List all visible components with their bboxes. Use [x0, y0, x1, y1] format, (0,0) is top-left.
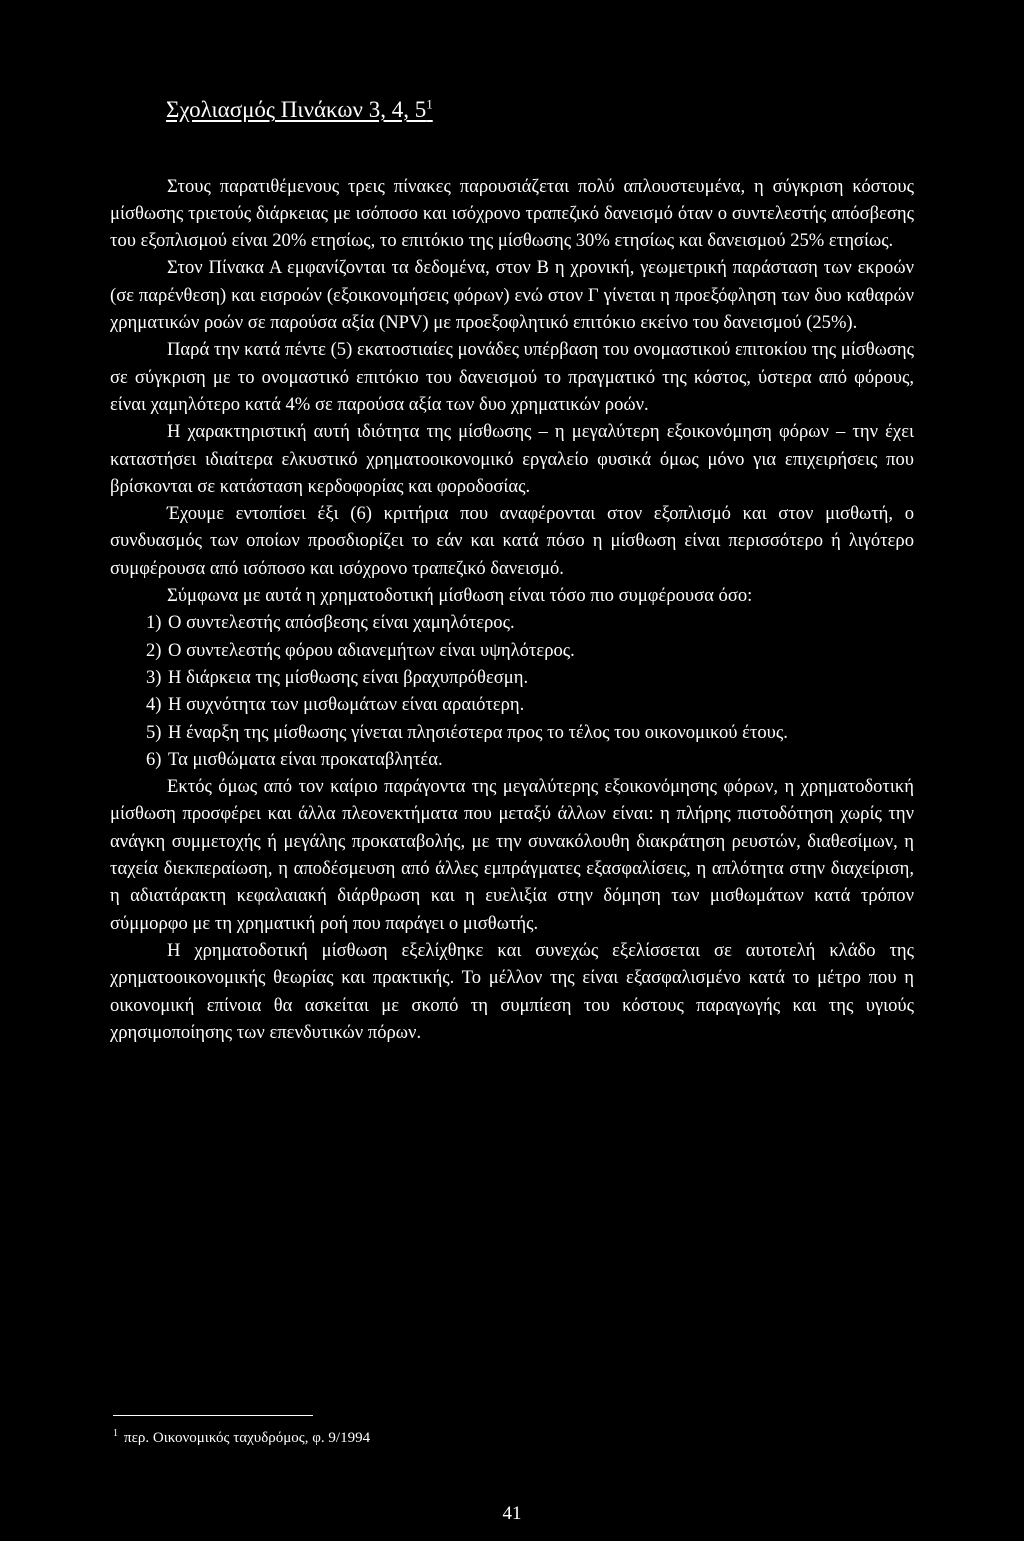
list-item-text: Ο συντελεστής φόρου αδιανεμήτων είναι υψηλότερος.: [168, 639, 575, 661]
page-number: 41: [502, 1503, 522, 1524]
list-item-text: Ο συντελεστής απόσβεσης είναι χαμηλότερος.: [168, 612, 515, 634]
list-item-number: 3): [146, 666, 162, 688]
list-item-number: 1): [146, 612, 162, 634]
paragraph-tables: Στον Πίνακα Α εμφανίζονται τα δεδομένα, στον Β η χρονική, γεωμετρική παράσταση των εκροών (σε παρένθεση) και εισροών (εξοικονομήσεις φόρων) ενώ στον Γ γίνεται η προεξόφληση των δυο καθαρών χρηματικών ροών σε παρούσα αξία (NPV) με προεξοφλητικό επιτόκιο εκείνο του δανεισμού (25%).: [110, 257, 914, 334]
paragraph-intro: Στους παρατιθέμενους τρεις πίνακες παρουσιάζεται πολύ απλουστευμένα, η σύγκριση κόστους μίσθωσης τριετούς διάρκειας με ισόποσο και ισόχρονο τραπεζικό δανεισμό όταν ο συντελεστής απόσβεσης του εξοπλισμού είναι 20% ετησίως, το επιτόκιο της μίσθωσης 30% ετησίως και δανεισμού 25% ετησίως.: [110, 175, 914, 252]
list-item-number: 2): [146, 639, 162, 661]
title-footnote-marker: 1: [426, 96, 433, 112]
list-item-number: 4): [146, 694, 162, 716]
list-item: [110, 691, 914, 718]
paragraph-criteria: Έχουμε εντοπίσει έξι (6) κριτήρια που αναφέρονται στον εξοπλισμό και στον μισθωτή, ο συνδυασμός των οποίων προσδιορίζει το εάν και κατά πόσο η μίσθωση είναι περισσότερο ή λιγότερο συμφέρουσα από ισόποσο και ισόχρονο τραπεζικό δανεισμό.: [110, 503, 914, 579]
paragraph-interest: Παρά την κατά πέντε (5) εκατοστιαίες μονάδες υπέρβαση του ονομαστικού επιτοκίου της μίσθωσης σε σύγκριση με το ονομαστικό επιτόκιο του δανεισμού το πραγματικό της κόστος, ύστερα από φόρους, είναι χαμηλότερο κατά 4% σε παρούσα αξία των δυο χρηματικών ροών.: [110, 339, 914, 415]
criteria-list: [110, 609, 914, 773]
list-item: [110, 719, 914, 746]
footnote-divider: [113, 1415, 313, 1416]
list-item-number: 6): [146, 748, 162, 770]
paragraph-advantages: Εκτός όμως από τον καίριο παράγοντα της μεγαλύτερης εξοικονόμησης φόρων, η χρηματοδοτική μίσθωση προσφέρει και άλλα πλεονεκτήματα που μεταξύ άλλων είναι: η πλήρης πιστοδότηση χωρίς την ανάγκη συμμετοχής ή μεγάλης προκαταβολής, με την συνακόλουθη διακράτηση ρευστών, διαθεσίμων, η ταχεία διεκπεραίωση, η αποδέσμευση από άλλες εμπράγματες εξασφαλίσεις, η απλότητα στην διαχείριση, η αδιατάρακτη κεφαλαιακή διάρθρωση και η ευελιξία στην δόμηση των μισθωμάτων κατά τρόπον σύμμορφο με τη χρηματική ροή που παράγει ο μισθωτής.: [110, 776, 914, 934]
list-item-number: 5): [146, 721, 162, 743]
paragraph-future: Η χρηματοδοτική μίσθωση εξελίχθηκε και συνεχώς εξελίσσεται σε αυτοτελή κλάδο της χρηματοοικονομικής θεωρίας και πρακτικής. Το μέλλον της είναι εξασφαλισμένο κατά το μέτρο που η οικονομική επίνοια θα ασκείται με σκοπό τη συμπίεση του κόστους παραγωγής και της υγιούς χρησιμοποίησης των επενδυτικών πόρων.: [110, 939, 914, 1043]
list-item-text: Η συχνότητα των μισθωμάτων είναι αραιότερη.: [168, 694, 525, 716]
section-title-text: Σχολιασμός Πινάκων 3, 4, 5: [166, 97, 427, 122]
list-item: [110, 609, 914, 636]
footnote-marker: 1: [113, 1428, 118, 1439]
list-item-text: Τα μισθώματα είναι προκαταβλητέα.: [168, 748, 443, 770]
list-item: [110, 664, 914, 691]
footnote: [113, 1428, 370, 1448]
section-title: [166, 96, 914, 124]
paragraph-tax-saving: Η χαρακτηριστική αυτή ιδιότητα της μίσθωσης – η μεγαλύτερη εξοικονόμηση φόρων – την έχει καταστήσει ιδιαίτερα ελκυστικό χρηματοοικονομικό εργαλείο φυσικά όμως μόνο για επιχειρήσεις που βρίσκονται σε κατάσταση κερδοφορίας και φοροδοσίας.: [110, 421, 914, 497]
paragraph-list-intro: Σύμφωνα με αυτά η χρηματοδοτική μίσθωση είναι τόσο πιο συμφέρουσα όσο:: [167, 585, 753, 607]
document-page: [110, 96, 914, 1046]
footnote-text: περ. Οικονομικός ταχυδρόμος, φ. 9/1994: [124, 1430, 371, 1446]
list-item-text: Η διάρκεια της μίσθωσης είναι βραχυπρόθεσμη.: [168, 666, 529, 688]
list-item: [110, 746, 914, 773]
body-text: [110, 173, 914, 1047]
list-item-text: Η έναρξη της μίσθωσης γίνεται πλησιέστερα προς το τέλος του οικονομικού έτους.: [168, 721, 788, 743]
list-item: [110, 637, 914, 664]
